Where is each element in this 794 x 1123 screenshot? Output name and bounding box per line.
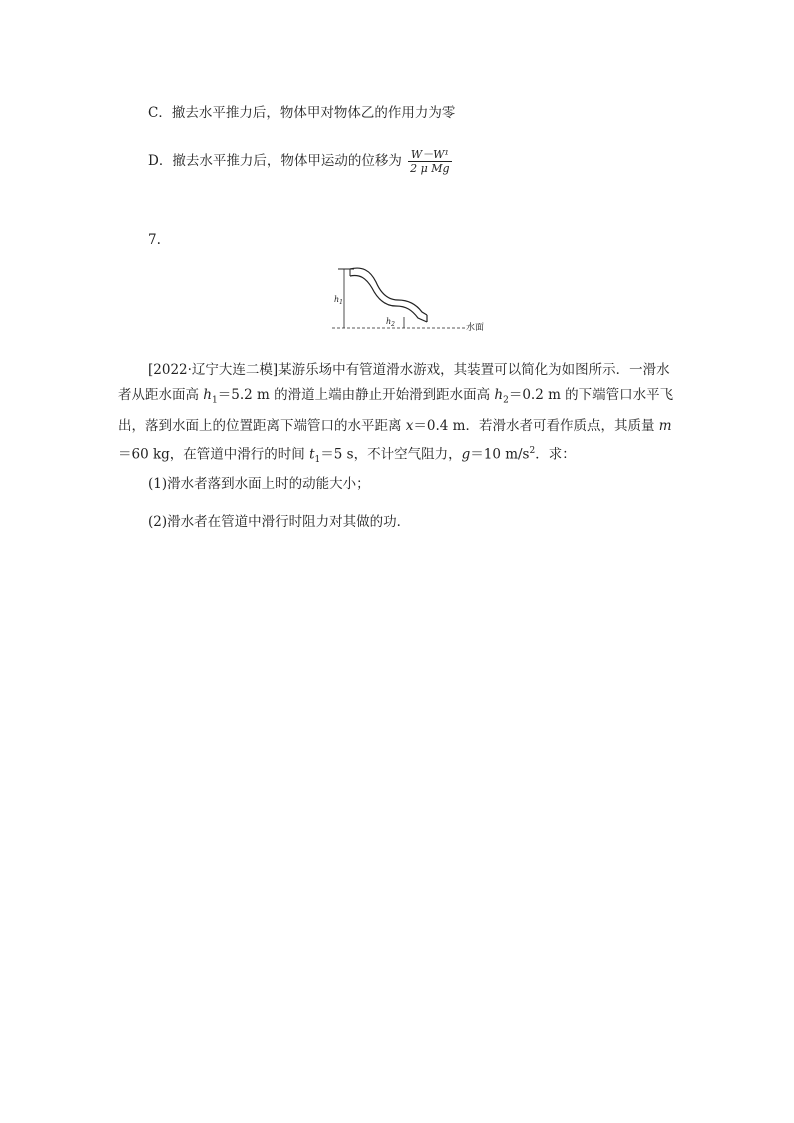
fraction-numerator: W－W¹ bbox=[408, 148, 451, 162]
m-symbol: m bbox=[658, 417, 672, 434]
question-number: 7. bbox=[148, 232, 161, 248]
h2-subscript: 2 bbox=[503, 395, 509, 406]
stem-part: ＝0.4 m．若滑水者可看作质点，其质量 bbox=[413, 417, 659, 434]
fraction-denominator: 2 μ Mg bbox=[410, 162, 450, 175]
h1-label: $h_1$ bbox=[334, 295, 343, 306]
stem-part: [2022·辽宁大连二模]某游乐场中有管道滑水游戏，其装置可以简化为如图所示．一滑水者从距水面高 bbox=[118, 362, 670, 403]
stem-part: ＝10 m/s bbox=[470, 446, 530, 463]
t-symbol: t bbox=[309, 446, 315, 463]
stem-part: ＝0.2 m 的下端管口水平飞出，落到水面上的位置距离下端管口的水平距离 bbox=[118, 387, 674, 434]
stem-part: ．求： bbox=[535, 446, 576, 463]
sub-question-1: (1)滑水者落到水面上时的动能大小； bbox=[148, 476, 370, 492]
option-d-text: D．撤去水平推力后，物体甲运动的位移为 bbox=[148, 153, 402, 169]
h2-symbol: h bbox=[494, 387, 504, 403]
sub-question-2: (2)滑水者在管道中滑行时阻力对其做的功． bbox=[148, 514, 411, 530]
stem-part: ＝5 s，不计空气阻力， bbox=[320, 446, 462, 463]
water-slide-figure bbox=[332, 262, 502, 336]
h2-label: $h_2$ bbox=[386, 317, 395, 328]
t-subscript: 1 bbox=[314, 454, 321, 465]
g-symbol: g bbox=[461, 446, 471, 463]
option-c: C．撤去水平推力后，物体甲对物体乙的作用力为零 bbox=[148, 105, 456, 121]
h1-symbol: h bbox=[203, 387, 212, 403]
g-superscript: 2 bbox=[529, 445, 536, 456]
h1-subscript: 1 bbox=[212, 395, 218, 406]
displacement-fraction bbox=[408, 148, 451, 175]
stem-part: ＝60 kg，在管道中滑行的时间 bbox=[118, 446, 310, 463]
option-d bbox=[148, 148, 452, 175]
stem-part: ＝5.2 m 的滑道上端由静止开始滑到距水面高 bbox=[217, 387, 495, 403]
slide-tube-lower bbox=[350, 276, 427, 323]
question-stem bbox=[118, 358, 678, 473]
slide-tube-upper bbox=[350, 268, 427, 315]
x-symbol: x bbox=[405, 417, 414, 434]
water-label: 水面 bbox=[466, 323, 485, 333]
